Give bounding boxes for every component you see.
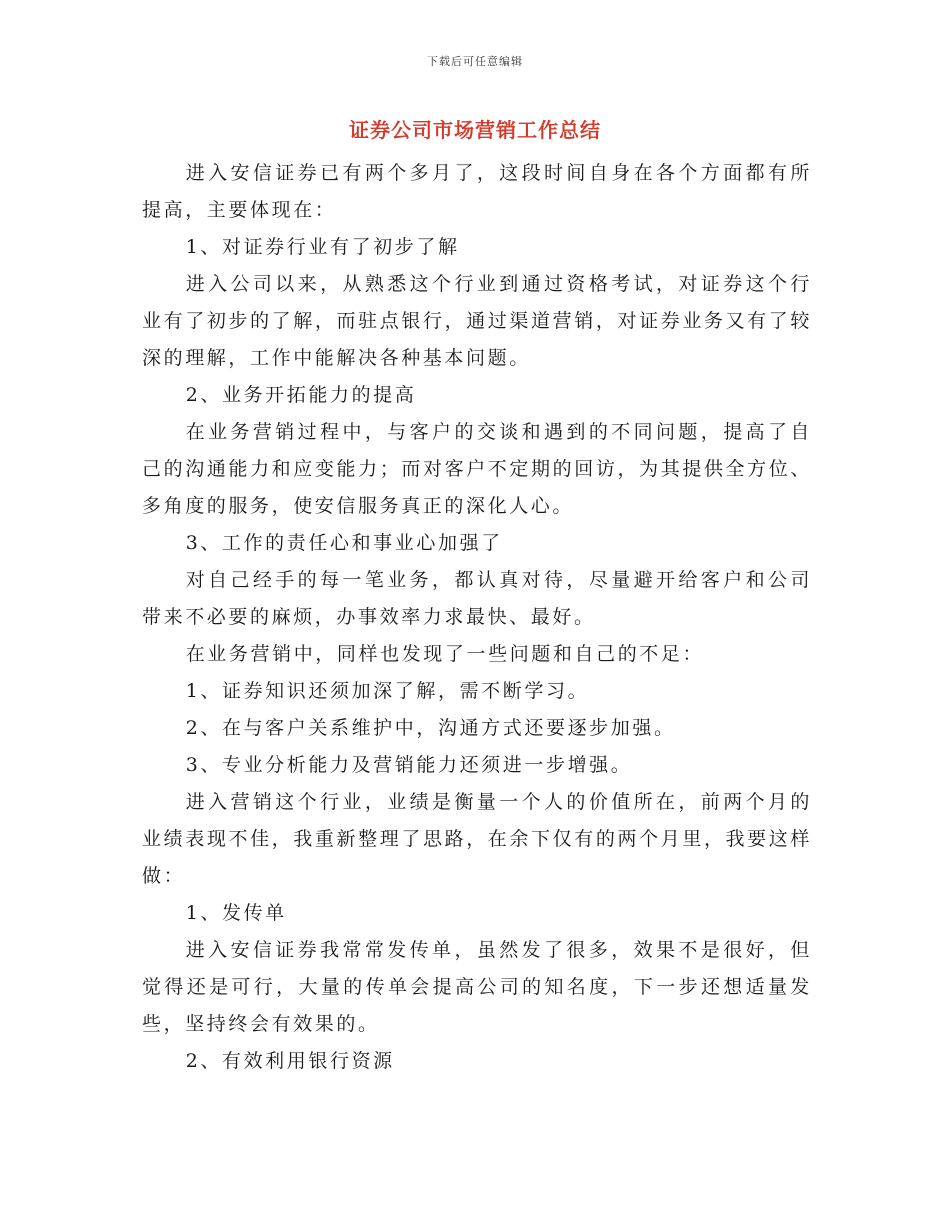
paragraph-flyers: 进入安信证券我常常发传单，虽然发了很多，效果不是很好，但觉得还是可行，大量的传单会提高公司的知名度，下一步还想适量发些，坚持终会有效果的。 (142, 939, 812, 1035)
document-title: 证券公司市场营销工作总结 (349, 118, 601, 142)
paragraph-business-development: 在业务营销过程中，与客户的交谈和遇到的不同问题，提高了自己的沟通能力和应变能力；而对客户不定期的回访，为其提供全方位、多角度的服务，使安信服务真正的深化人心。 (142, 421, 812, 517)
paragraph-industry-understanding: 进入公司以来，从熟悉这个行业到通过资格考试，对证券这个行业有了初步的了解，而驻点银行，通过渠道营销，对证券业务又有了较深的理解，工作中能解决各种基本问题。 (142, 273, 812, 369)
document-body (142, 155, 812, 1080)
paragraph-intro: 进入安信证券已有两个多月了，这段时间自身在各个方面都有所提高，主要体现在： (142, 162, 812, 221)
list-item-shortcoming-2: 2、在与客户关系维护中，沟通方式还要逐步加强。 (185, 717, 676, 739)
header-note: 下载后可任意编辑 (427, 55, 523, 68)
paragraph-responsibility: 对自己经手的每一笔业务，都认真对待，尽量避开给客户和公司带来不必要的麻烦，办事效率力求最快、最好。 (142, 569, 812, 628)
heading-responsibility: 3、工作的责任心和事业心加强了 (185, 532, 503, 554)
list-item-shortcoming-1: 1、证券知识还须加深了解，需不断学习。 (185, 680, 590, 702)
heading-flyers: 1、发传单 (185, 902, 287, 924)
paragraph-plan-intro: 进入营销这个行业，业绩是衡量一个人的价值所在，前两个月的业绩表现不佳，我重新整理了思路，在余下仅有的两个月里，我要这样做： (142, 791, 812, 887)
heading-industry-understanding: 1、对证券行业有了初步了解 (185, 236, 460, 258)
list-item-shortcoming-3: 3、专业分析能力及营销能力还须进一步增强。 (185, 754, 633, 776)
heading-bank-resources: 2、有效利用银行资源 (185, 1050, 395, 1072)
paragraph-shortcomings-intro: 在业务营销中，同样也发现了一些问题和自己的不足： (185, 643, 705, 665)
heading-business-development: 2、业务开拓能力的提高 (185, 384, 417, 406)
